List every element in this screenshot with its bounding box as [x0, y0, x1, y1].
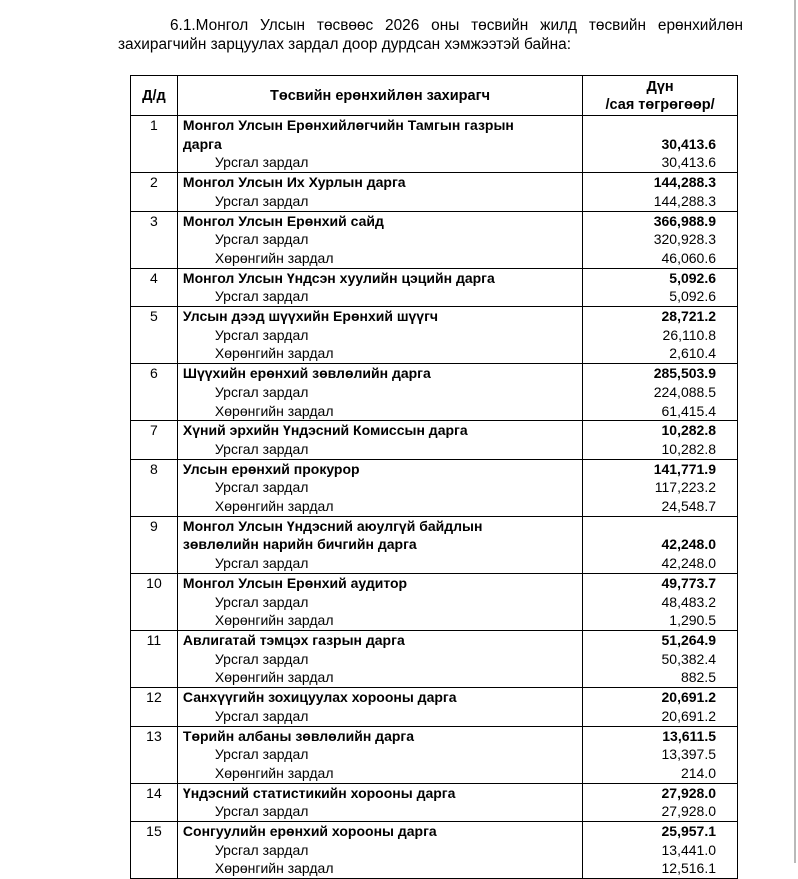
expense-amount: 10,282.8	[661, 440, 716, 457]
expense-amount: 24,548.7	[661, 498, 716, 515]
expense-type-label: Урсгал зардал	[214, 383, 309, 400]
table-row	[131, 688, 738, 726]
table-row	[131, 421, 738, 459]
row-number: 14	[131, 783, 178, 821]
table-body	[131, 116, 738, 879]
row-amount-cell	[583, 268, 738, 306]
expense-amount: 42,248.0	[661, 555, 716, 572]
manager-name: Улсын ерөнхий прокурор	[182, 460, 360, 477]
expense-type-label: Урсгал зардал	[214, 440, 309, 457]
header-name: Төсвийн ерөнхийлөн захирагч	[177, 76, 582, 116]
row-amount-cell	[583, 116, 738, 173]
expense-amount: 48,483.2	[661, 593, 716, 610]
row-name-cell	[177, 822, 582, 879]
row-amount-cell	[583, 783, 738, 821]
expense-amount: 1,290.5	[669, 612, 716, 629]
expense-type-label: Урсгал зардал	[214, 841, 309, 858]
total-amount: 20,691.2	[661, 689, 716, 706]
row-name-cell	[177, 268, 582, 306]
total-amount: 10,282.8	[661, 422, 716, 439]
total-amount: 25,957.1	[661, 823, 716, 840]
table-row	[131, 307, 738, 364]
row-number: 5	[131, 307, 178, 364]
total-amount: 27,928.0	[661, 784, 716, 801]
expense-amount: 20,691.2	[661, 707, 716, 724]
expense-type-label: Хөрөнгийн зардал	[214, 345, 334, 362]
expense-amount: 5,092.6	[669, 288, 716, 305]
manager-name: Хүний эрхийн Үндэсний Комиссын дарга	[182, 422, 468, 439]
expense-amount: 13,441.0	[661, 841, 716, 858]
expense-amount: 61,415.4	[661, 402, 716, 419]
row-name-cell	[177, 421, 582, 459]
manager-name: Авлигатай тэмцэх газрын дарга	[182, 631, 405, 648]
expense-amount: 882.5	[680, 669, 716, 686]
row-amount-cell	[583, 573, 738, 630]
row-number: 12	[131, 688, 178, 726]
page-edge	[794, 0, 796, 863]
expense-type-label: Урсгал зардал	[214, 154, 309, 171]
row-amount-cell	[583, 364, 738, 421]
row-number: 2	[131, 173, 178, 211]
row-name-cell	[177, 573, 582, 630]
table-row	[131, 630, 738, 687]
expense-type-label: Хөрөнгийн зардал	[214, 612, 334, 629]
manager-name: Монгол Улсын Үндсэн хуулийн цэцийн дарга	[182, 269, 495, 286]
row-name-cell	[177, 459, 582, 516]
expense-type-label: Хөрөнгийн зардал	[214, 498, 334, 515]
intro-line-2: захирагчийн зарцуулах зардал доор дурдсан хэмжээтэй байна:	[118, 35, 571, 53]
manager-name: Төрийн албаны зөвлөлийн дарга	[182, 727, 415, 744]
table-row	[131, 364, 738, 421]
expense-type-label: Урсгал зардал	[214, 803, 309, 820]
expense-type-label: Хөрөнгийн зардал	[214, 764, 334, 781]
row-number: 7	[131, 421, 178, 459]
table-row	[131, 822, 738, 879]
expense-type-label: Урсгал зардал	[214, 479, 309, 496]
row-number: 8	[131, 459, 178, 516]
intro-paragraph	[118, 17, 743, 54]
table-row	[131, 516, 738, 573]
row-number: 9	[131, 516, 178, 573]
expense-type-label: Хөрөнгийн зардал	[214, 249, 334, 266]
expense-type-label: Хөрөнгийн зардал	[214, 860, 334, 877]
row-number: 10	[131, 573, 178, 630]
table-row	[131, 459, 738, 516]
row-amount-cell	[583, 726, 738, 783]
manager-name: Санхүүгийн зохицуулах хорооны дарга	[182, 689, 457, 706]
row-name-cell	[177, 688, 582, 726]
table-row	[131, 268, 738, 306]
manager-name: Монгол Улсын Ерөнхийлөгчийн Тамгын газрын	[182, 117, 514, 133]
total-amount: 13,611.5	[662, 727, 716, 744]
expense-type-label: Хөрөнгийн зардал	[214, 669, 334, 686]
header-amount-line2: /сая төгрөгөөр/	[605, 96, 715, 113]
expense-amount: 27,928.0	[661, 803, 716, 820]
table-row	[131, 211, 738, 268]
expense-amount: 320,928.3	[653, 231, 716, 248]
manager-name: дарга	[182, 135, 222, 152]
expense-type-label: Урсгал зардал	[214, 593, 309, 610]
expense-amount: 13,397.5	[661, 746, 716, 763]
expense-type-label: Урсгал зардал	[214, 192, 309, 209]
header-amount	[583, 76, 738, 116]
manager-name: Шүүхийн ерөнхий зөвлөлийн дарга	[182, 365, 431, 382]
header-no: Д/д	[131, 76, 178, 116]
expense-amount: 26,110.8	[662, 326, 716, 343]
expense-amount: 214.0	[680, 764, 716, 781]
row-name-cell	[177, 364, 582, 421]
total-amount: 30,413.6	[661, 135, 716, 152]
expense-amount: 50,382.4	[661, 650, 716, 667]
manager-name: Монгол Улсын Ерөнхий аудитор	[182, 574, 408, 591]
row-number: 15	[131, 822, 178, 879]
total-amount: 28,721.2	[661, 308, 716, 325]
row-amount-cell	[583, 211, 738, 268]
expense-amount: 46,060.6	[661, 249, 716, 266]
row-number: 13	[131, 726, 178, 783]
row-name-cell	[177, 516, 582, 573]
intro-line-1: 6.1.Монгол Улсын төсвөөс 2026 оны төсвийн жилд төсвийн ерөнхийлөн	[170, 17, 743, 34]
expense-amount: 144,288.3	[653, 192, 716, 209]
row-amount-cell	[583, 421, 738, 459]
row-name-cell	[177, 630, 582, 687]
row-number: 3	[131, 211, 178, 268]
total-amount: 5,092.6	[669, 269, 716, 286]
manager-name: Монгол Улсын Ерөнхий сайд	[182, 212, 384, 229]
expense-type-label: Урсгал зардал	[214, 288, 309, 305]
row-number: 4	[131, 268, 178, 306]
row-amount-cell	[583, 516, 738, 573]
expense-type-label: Урсгал зардал	[214, 231, 309, 248]
total-amount: 141,771.9	[653, 460, 716, 477]
row-amount-cell	[583, 822, 738, 879]
expense-type-label: Урсгал зардал	[214, 326, 309, 343]
row-amount-cell	[583, 459, 738, 516]
expense-type-label: Урсгал зардал	[214, 555, 309, 572]
total-amount: 285,503.9	[653, 365, 716, 382]
total-amount: 42,248.0	[661, 536, 716, 553]
row-name-cell	[177, 211, 582, 268]
expense-amount: 12,516.1	[661, 860, 716, 877]
header-amount-line1: Дүн	[646, 78, 674, 95]
manager-name: Улсын дээд шүүхийн Ерөнхий шүүгч	[182, 308, 439, 325]
manager-name: Монгол Улсын Үндэсний аюулгүй байдлын	[182, 517, 483, 534]
row-amount-cell	[583, 173, 738, 211]
total-amount: 366,988.9	[653, 212, 716, 229]
row-name-cell	[177, 783, 582, 821]
expense-type-label: Урсгал зардал	[214, 746, 309, 763]
row-name-cell	[177, 307, 582, 364]
expense-amount: 2,610.4	[669, 345, 716, 362]
table-row	[131, 116, 738, 173]
expense-amount: 224,088.5	[653, 383, 716, 400]
manager-name: зөвлөлийн нарийн бичгийн дарга	[182, 536, 417, 553]
table-header-row	[131, 76, 738, 116]
total-amount: 144,288.3	[653, 174, 716, 191]
table-row	[131, 573, 738, 630]
manager-name: Сонгуулийн ерөнхий хорооны дарга	[182, 823, 437, 840]
manager-name: Үндэсний статистикийн хорооны дарга	[182, 784, 456, 801]
row-name-cell	[177, 173, 582, 211]
row-amount-cell	[583, 630, 738, 687]
table-row	[131, 173, 738, 211]
expense-type-label: Урсгал зардал	[214, 707, 309, 724]
row-amount-cell	[583, 307, 738, 364]
total-amount: 51,264.9	[661, 631, 716, 648]
expense-amount: 30,413.6	[661, 154, 716, 171]
row-name-cell	[177, 726, 582, 783]
total-amount: 49,773.7	[661, 574, 716, 591]
table-row	[131, 726, 738, 783]
row-amount-cell	[583, 688, 738, 726]
table-row	[131, 783, 738, 821]
expense-type-label: Урсгал зардал	[214, 650, 309, 667]
row-number: 1	[131, 116, 178, 173]
row-number: 11	[131, 630, 178, 687]
row-name-cell	[177, 116, 582, 173]
budget-table	[130, 75, 738, 879]
manager-name: Монгол Улсын Их Хурлын дарга	[182, 174, 406, 191]
row-number: 6	[131, 364, 178, 421]
expense-type-label: Хөрөнгийн зардал	[214, 402, 334, 419]
expense-amount: 117,223.2	[654, 479, 716, 496]
